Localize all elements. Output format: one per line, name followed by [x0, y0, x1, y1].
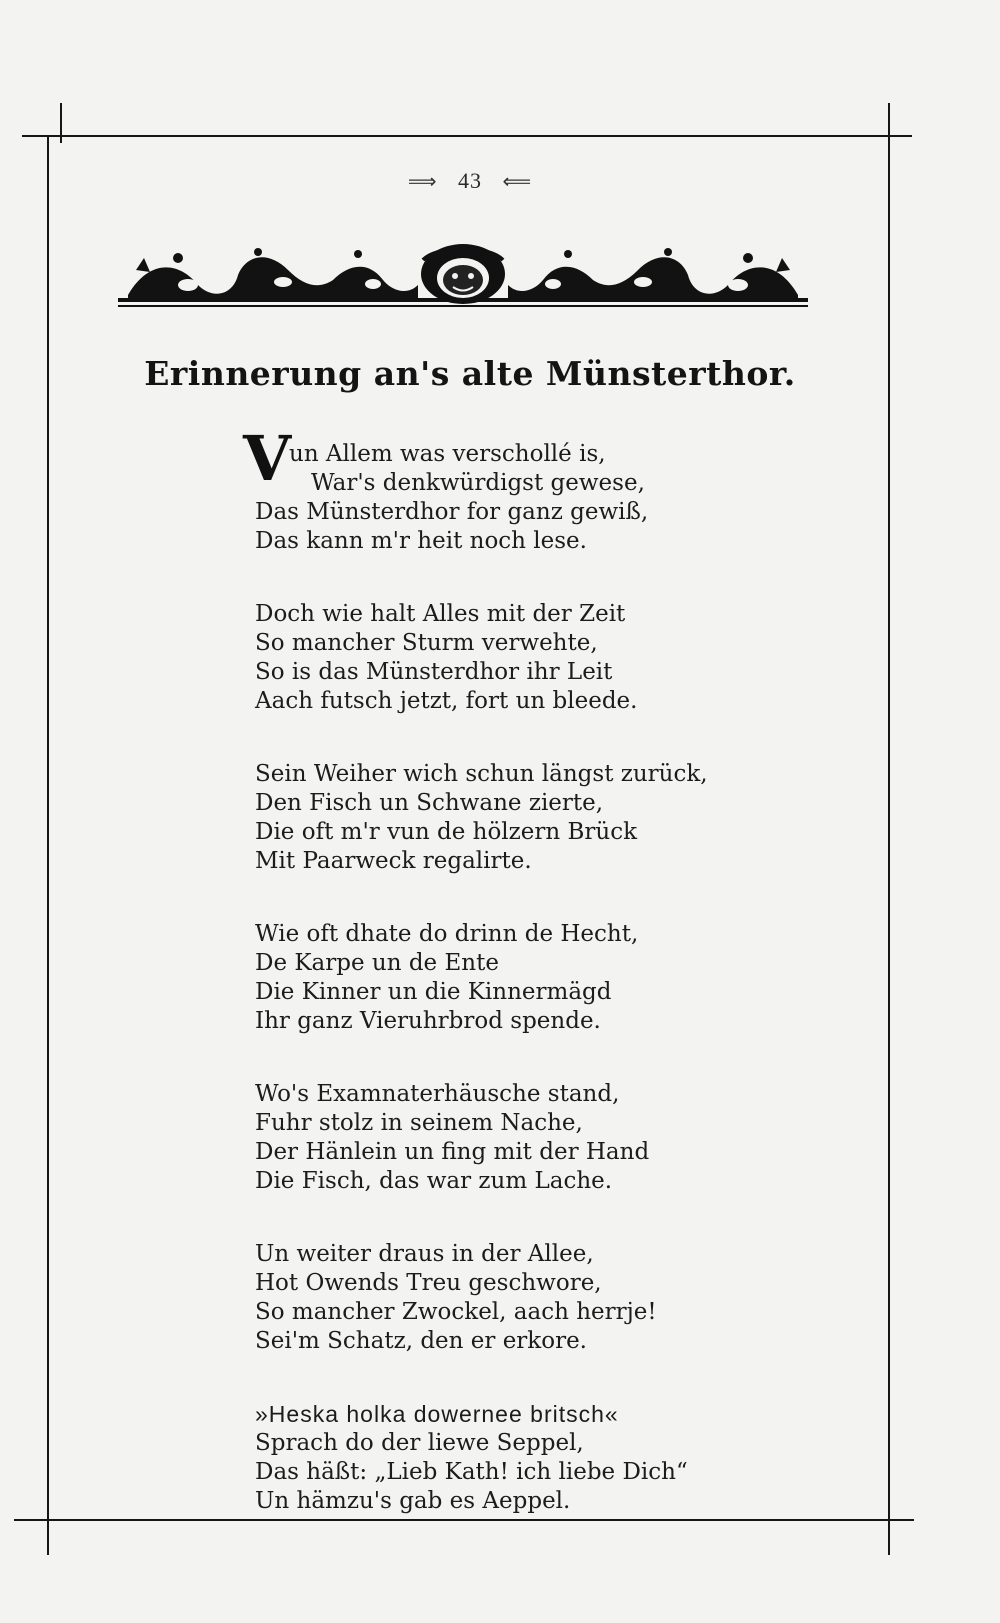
- bottom-tick-left: [47, 1519, 49, 1555]
- poem-line: Doch wie halt Alles mit der Zeit: [255, 601, 626, 627]
- poem-line: Die Kinner un die Kinnermägd: [255, 979, 612, 1005]
- top-rule: [22, 135, 912, 137]
- poem-line: Sprach do der liewe Seppel,: [255, 1430, 584, 1456]
- stanza: [255, 1080, 895, 1196]
- page-number-line: [0, 168, 940, 194]
- poem-line: »Heska holka dowernee britsch«: [255, 1401, 619, 1427]
- stanza: [255, 760, 895, 876]
- poem-line: So is das Münsterdhor ihr Leit: [255, 659, 613, 685]
- poem-line: So mancher Zwockel, aach herrje!: [255, 1299, 657, 1325]
- floral-ornament-band-icon: [118, 240, 808, 312]
- poem-line: Das Münsterdhor for ganz gewiß,: [255, 499, 649, 525]
- page-number: 43: [458, 168, 482, 193]
- poem-line: Den Fisch un Schwane zierte,: [255, 790, 604, 816]
- left-border: [47, 135, 49, 1555]
- right-arrow-ornament-icon: ⟸: [502, 171, 533, 193]
- stanza: [255, 920, 895, 1036]
- poem-line: Die oft m'r vun de hölzern Brück: [255, 819, 638, 845]
- drop-cap: V: [243, 422, 292, 495]
- poem-line: Die Fisch, das war zum Lache.: [255, 1168, 613, 1194]
- poem-line: Wie oft dhate do drinn de Hecht,: [255, 921, 639, 947]
- stanza: [255, 1400, 895, 1516]
- stanza: [255, 600, 895, 716]
- poem-line: So mancher Sturm verwehte,: [255, 630, 598, 656]
- poem-line: Der Hänlein un fing mit der Hand: [255, 1139, 650, 1165]
- poem-title: Erinnerung an's alte Münsterthor.: [144, 354, 796, 393]
- poem-line: Mit Paarweck regalirte.: [255, 848, 532, 874]
- poem-line: De Karpe un de Ente: [255, 950, 499, 976]
- poem-line: Sei'm Schatz, den er erkore.: [255, 1328, 587, 1354]
- poem-line: Wo's Examnaterhäusche stand,: [255, 1081, 620, 1107]
- poem-line: Hot Owends Treu geschwore,: [255, 1270, 602, 1296]
- poem-line: Das häßt: „Lieb Kath! ich liebe Dich“: [255, 1459, 688, 1485]
- top-rule-short-left: [60, 103, 62, 143]
- poem-line: Ihr ganz Vieruhrbrod spende.: [255, 1008, 601, 1034]
- poem-line-first-rest: un Allem was verschollé is,: [289, 441, 606, 467]
- poem-line: Sein Weiher wich schun längst zurück,: [255, 761, 708, 787]
- poem-line: War's denkwürdigst gewese,: [311, 470, 645, 496]
- poem-line: Aach futsch jetzt, fort un bleede.: [255, 688, 638, 714]
- poem-line: Das kann m'r heit noch lese.: [255, 528, 587, 554]
- stanza: [243, 422, 895, 556]
- stanza: [255, 1240, 895, 1356]
- poem-line: Un hämzu's gab es Aeppel.: [255, 1488, 571, 1514]
- poem-body: [243, 422, 895, 1560]
- left-arrow-ornament-icon: ⟹: [407, 171, 438, 193]
- poem-line: Un weiter draus in der Allee,: [255, 1241, 594, 1267]
- poem-line: Fuhr stolz in seinem Nache,: [255, 1110, 583, 1136]
